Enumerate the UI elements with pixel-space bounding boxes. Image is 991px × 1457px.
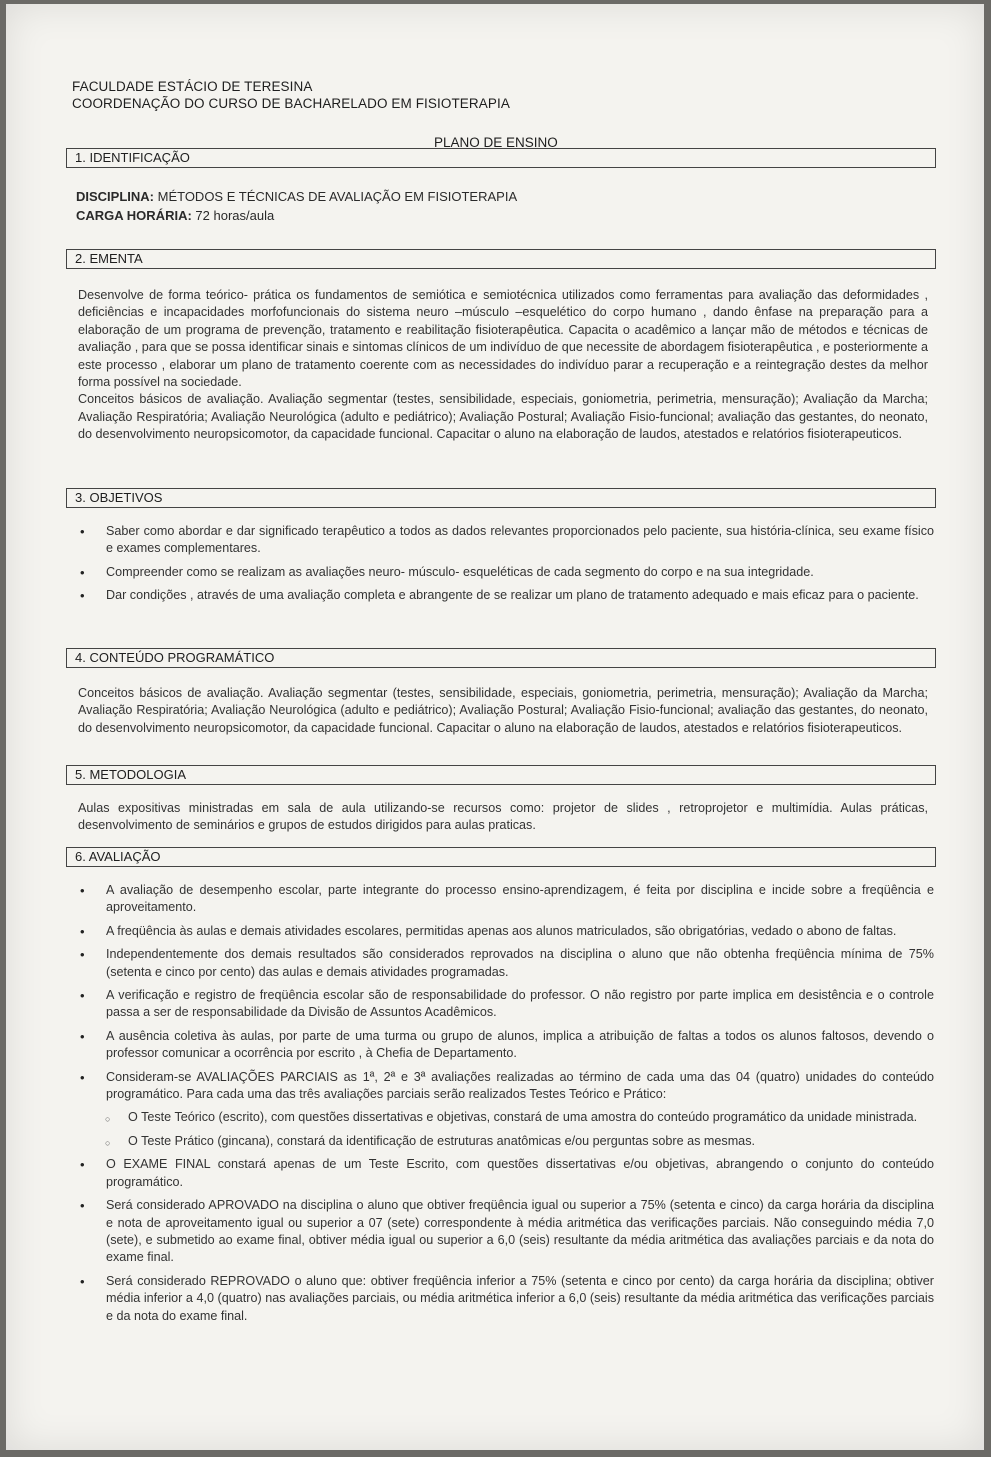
metodologia-text	[78, 800, 928, 835]
list-item: • Independentemente dos demais resultados são considerados reprovados na disciplina o aluno que não obtenha freqüência mínima de 75% (setenta e cinco por cento) das aulas e demais atividades programadas.	[78, 946, 934, 981]
list-item: • Será considerado REPROVADO o aluno que: obtiver freqüência inferior a 75% (setenta e cinco por cento) da carga horária da disciplina; obtiver média inferior a 4,0 (quatro) nas avaliações parciais, ou média aritmética inferior a 6,0 (seis) resultante da média aritmética das verificações parciais e da nota do exame final.	[78, 1273, 934, 1325]
section-ementa-header: 2. EMENTA	[66, 249, 936, 269]
list-item: • Compreender como se realizam as avaliações neuro- músculo- esqueléticas de cada segmento do corpo e na sua integridade.	[78, 564, 934, 581]
avaliacao-list	[78, 882, 934, 1331]
document-title: PLANO DE ENSINO	[434, 135, 558, 150]
document-header	[72, 78, 510, 112]
disciplina-line	[76, 187, 517, 206]
section-metodologia-header: 5. METODOLOGIA	[66, 765, 936, 785]
section-identificacao-header: 1. IDENTIFICAÇÃO	[66, 148, 936, 168]
conteudo-text	[78, 685, 928, 737]
list-item: • Saber como abordar e dar significado terapêutico a todos as dados relevantes proporcionados pelo paciente, sua história-clínica, seu exame físico e exames complementares.	[78, 523, 934, 558]
disciplina-label: DISCIPLINA:	[76, 189, 154, 204]
conteudo-paragraph: Conceitos básicos de avaliação. Avaliação segmentar (testes, sensibilidade, especiais, goniometria, perimetria, mensuração); Avaliação da Marcha; Avaliação Respiratória; Avaliação Neurológica (adulto e pediátrico); Avaliação Postural; Avaliação Fisio-funcional; avaliação das gestantes, do neonato, do desenvolvimento neuropsicomotor, da capacidade funcional. Capacitar o aluno na elaboração de laudos, atestados e relatórios fisioterapeuticos.	[78, 686, 928, 735]
disciplina-value: MÉTODOS E TÉCNICAS DE AVALIAÇÃO EM FISIOTERAPIA	[154, 189, 518, 204]
list-item: • O EXAME FINAL constará apenas de um Teste Escrito, com questões dissertativas e/ou objetivas, abrangendo o conjunto do conteúdo programático.	[78, 1156, 934, 1191]
sub-list-item: ○ O Teste Prático (gincana), constará da identificação de estruturas anatômicas e/ou perguntas sobre as mesmas.	[78, 1133, 934, 1150]
ementa-paragraph-2: Conceitos básicos de avaliação. Avaliação segmentar (testes, sensibilidade, especiais, goniometria, perimetria, mensuração); Avaliação da Marcha; Avaliação Respiratória; Avaliação Neurológica (adulto e pediátrico); Avaliação Postural; Avaliação Fisio-funcional; avaliação das gestantes, do neonato, do desenvolvimento neuropsicomotor, da capacidade funcional. Capacitar o aluno na elaboração de laudos, atestados e relatórios fisioterapeuticos.	[78, 392, 928, 442]
ementa-text	[78, 287, 928, 444]
carga-horaria-label: CARGA HORÁRIA:	[76, 208, 192, 223]
sub-list-item: ○ O Teste Teórico (escrito), com questões dissertativas e objetivas, constará de uma amostra do conteúdo programático da unidade ministrada.	[78, 1109, 934, 1126]
objetivos-list	[78, 523, 934, 611]
coordination-name: COORDENAÇÃO DO CURSO DE BACHARELADO EM FISIOTERAPIA	[72, 96, 510, 111]
list-item: • Será considerado APROVADO na disciplina o aluno que obtiver freqüência igual ou superior a 75% (setenta e cinco) da carga horária da disciplina e nota de aproveitamento igual ou superior a 07 (sete) correspondente à média aritmética das verificações parciais. Não conseguindo média 7,0 (sete), e submetido ao exame final, obtiver média igual ou superior a 6,0 (seis) resultante da média aritmética das avaliações parciais e da nota do exame final.	[78, 1197, 934, 1267]
document-page	[6, 4, 984, 1450]
section-avaliacao-header: 6. AVALIAÇÃO	[66, 847, 936, 867]
list-item: • Consideram-se AVALIAÇÕES PARCIAIS as 1ª, 2ª e 3ª avaliações realizadas ao término de cada uma das 04 (quatro) unidades do conteúdo programático. Para cada uma das três avaliações parciais serão realizados Testes Teórico e Prático:	[78, 1069, 934, 1104]
section-conteudo-header: 4. CONTEÚDO PROGRAMÁTICO	[66, 648, 936, 668]
list-item: • A ausência coletiva às aulas, por parte de uma turma ou grupo de alunos, implica a atribuição de faltas a todos os alunos faltosos, devendo o professor comunicar a ocorrência por escrito , à Chefia de Departamento.	[78, 1028, 934, 1063]
list-item: • A avaliação de desempenho escolar, parte integrante do processo ensino-aprendizagem, é feita por disciplina e incide sobre a freqüência e aproveitamento.	[78, 882, 934, 917]
carga-horaria-line	[76, 206, 517, 225]
metodologia-paragraph: Aulas expositivas ministradas em sala de aula utilizando-se recursos como: projetor de slides , retroprojetor e multimídia. Aulas práticas, desenvolvimento de seminários e grupos de estudos dirigidos para aulas praticas.	[78, 801, 928, 833]
identification-block	[76, 187, 517, 225]
carga-horaria-value: 72 horas/aula	[191, 208, 275, 223]
section-objetivos-header: 3. OBJETIVOS	[66, 488, 936, 508]
list-item: • Dar condições , através de uma avaliação completa e abrangente de se realizar um plano de tratamento adequado e mais eficaz para o paciente.	[78, 587, 934, 604]
list-item: • A verificação e registro de freqüência escolar são de responsabilidade do professor. O não registro por parte implica em desistência e o controle passa a ser de responsabilidade da Divisão de Assuntos Acadêmicos.	[78, 987, 934, 1022]
list-item: • A freqüência às aulas e demais atividades escolares, permitidas apenas aos alunos matriculados, são obrigatórias, vedado o abono de faltas.	[78, 923, 934, 940]
ementa-paragraph-1: Desenvolve de forma teórico- prática os fundamentos de semiótica e semiotécnica utilizados como ferramentas para avaliação das deformidades , deficiências e incapacidades morfofuncionais do sistema neuro –músculo –esquelético do corpo humano , dando ênfase na preparação para a elaboração de um programa de prevenção, tratamento e reabilitação fisioterapêutica. Capacita o acadêmico a lançar mão de métodos e técnicas de avaliação , para que se possa identificar sinais e sintomas clínicos de um indivíduo de que necessite de abordagem fisioterapêutica , e posteriormente a este processo , elaborar um plano de tratamento coerente com as necessidades do indivíduo parar a recuperação e a reintegração destes da melhor forma possível na sociedade.	[78, 288, 928, 390]
institution-name: FACULDADE ESTÁCIO DE TERESINA	[72, 79, 313, 94]
